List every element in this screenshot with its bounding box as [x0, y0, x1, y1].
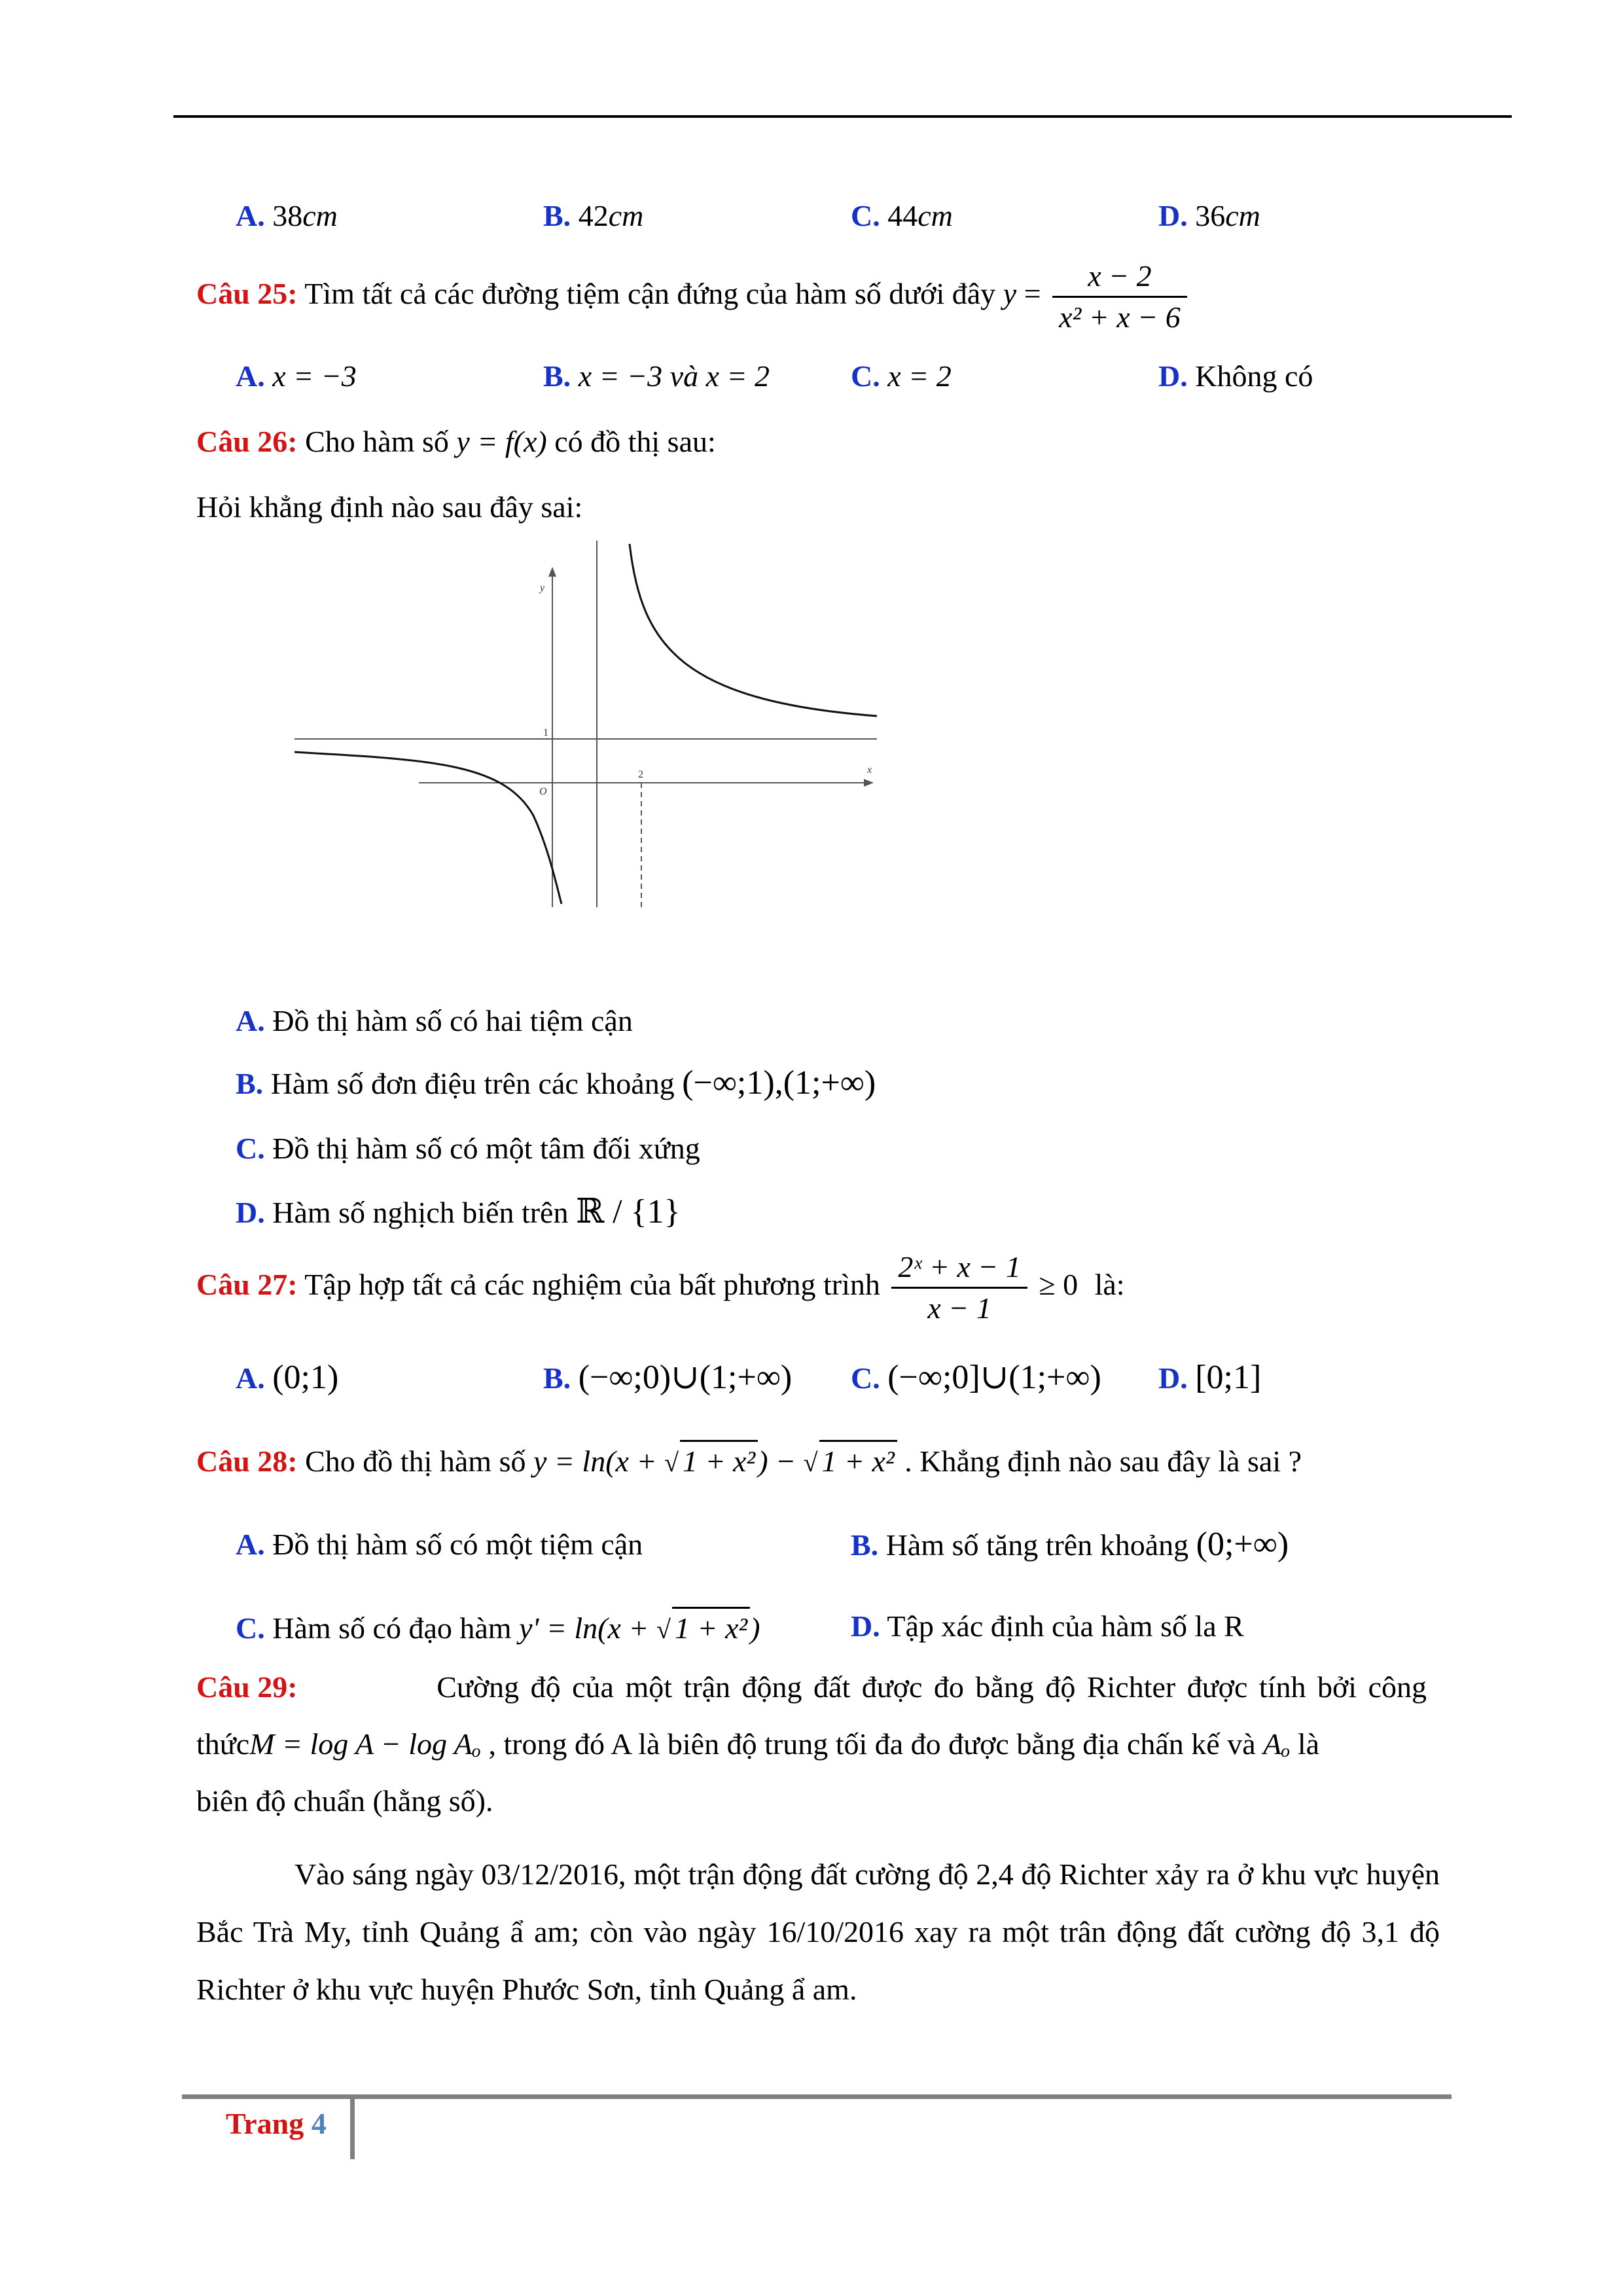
option-text: (0;1): [272, 1359, 339, 1396]
option-label: A.: [236, 1361, 265, 1395]
q25-option-c: [851, 357, 952, 396]
footer-rule: [182, 2094, 1452, 2099]
formula-part: ) −: [758, 1444, 804, 1478]
formula-fraction: [891, 1247, 1027, 1328]
option-text: (−∞;0)∪(1;+∞): [578, 1359, 793, 1396]
sqrt-symbol: √: [803, 1448, 818, 1477]
question-text: , trong đó A là biên độ trung tối đa đo được bằng địa chấn kế và: [488, 1727, 1256, 1761]
q24-option-d: [1158, 196, 1260, 236]
formula: y = f(x): [456, 425, 547, 458]
function-graph: [288, 541, 890, 914]
q28-option-d: [851, 1607, 1244, 1646]
option-value: 36: [1195, 199, 1226, 232]
option-label: D.: [1158, 1361, 1188, 1395]
formula-relation: ≥ 0: [1039, 1268, 1079, 1302]
curve-right-branch: [630, 544, 877, 716]
q28-option-a: [236, 1525, 643, 1564]
tick-one-label: 1: [543, 727, 548, 738]
q24-option-b: [543, 196, 643, 236]
option-text: Hàm số tăng trên khoảng: [885, 1528, 1189, 1562]
option-text: x = −3: [272, 359, 357, 393]
x-axis-arrow: [864, 779, 874, 787]
option-text: Hàm số đơn điệu trên các khoảng: [270, 1067, 675, 1100]
option-text: (−∞;0]∪(1;+∞): [887, 1359, 1101, 1396]
option-value: 44: [887, 199, 918, 232]
question-text: Tập hợp tất cả các nghiệm của bất phương trình: [304, 1268, 880, 1302]
option-text: Đồ thị hàm số có một tiệm cận: [272, 1528, 643, 1561]
option-text: Đồ thị hàm số có một tâm đối xứng: [272, 1132, 700, 1165]
option-label: C.: [851, 359, 880, 393]
origin-label: O: [539, 786, 547, 797]
formula-var: Aₒ: [1263, 1727, 1291, 1761]
sqrt-radicand: 1 + x²: [819, 1440, 897, 1481]
page-footer: [226, 2104, 327, 2144]
option-text: Hàm số nghịch biến trên: [272, 1196, 569, 1229]
option-label: B.: [851, 1528, 879, 1562]
formula-eq: =: [1024, 277, 1041, 311]
option-label: D.: [236, 1196, 265, 1229]
question-text: biên độ chuẩn (hằng số).: [196, 1784, 493, 1818]
q26-option-a: [236, 1001, 633, 1041]
question-text: có đồ thị sau:: [554, 425, 716, 458]
formula-part: ): [750, 1611, 760, 1645]
q27-stem: [196, 1247, 1125, 1328]
y-axis-label: y: [540, 583, 545, 594]
option-text: x = 2: [887, 359, 952, 393]
option-label: A.: [236, 199, 265, 232]
q27-option-a: [236, 1358, 338, 1398]
q27-option-d: [1158, 1358, 1261, 1398]
option-label: C.: [851, 199, 880, 232]
q26-option-b: [236, 1064, 876, 1103]
question-text: thức: [196, 1727, 250, 1761]
option-label: B.: [236, 1067, 264, 1100]
q26-stem: [196, 422, 716, 461]
option-unit: cm: [608, 199, 644, 232]
question-text: là: [1297, 1727, 1320, 1761]
q28-stem: [196, 1440, 1302, 1482]
q25-stem: [196, 257, 1191, 337]
option-text: Không có: [1195, 359, 1313, 393]
option-label: C.: [236, 1132, 265, 1165]
option-label: A.: [236, 1004, 265, 1037]
question-text: Cường độ của một trận động đất được đo bằng độ Richter được tính bởi công: [437, 1670, 1427, 1704]
question-label: Câu 25:: [196, 277, 298, 311]
question-text: . Khẳng định nào sau đây là sai ?: [904, 1444, 1302, 1478]
q29-line1: [196, 1668, 1427, 1707]
option-text: [0;1]: [1195, 1359, 1262, 1396]
option-label: D.: [1158, 359, 1188, 393]
q26-question: [196, 488, 582, 527]
fraction-denominator: x² + x − 6: [1052, 296, 1187, 337]
option-label: B.: [543, 1361, 571, 1395]
q25-option-d: [1158, 357, 1313, 396]
q24-option-c: [851, 196, 953, 236]
question-text: Cho hàm số: [305, 425, 449, 458]
y-axis-arrow: [548, 567, 556, 577]
option-value: 38: [272, 199, 303, 232]
option-label: B.: [543, 359, 571, 393]
option-label: C.: [851, 1361, 880, 1395]
option-unit: cm: [1225, 199, 1260, 232]
option-math: ℝ / {1}: [575, 1193, 681, 1230]
option-value: 42: [578, 199, 609, 232]
option-text: Hàm số có đạo hàm: [272, 1611, 512, 1645]
q25-option-b: [543, 357, 770, 396]
question-text: Hỏi khẳng định nào sau đây sai:: [196, 490, 583, 524]
question-label: Câu 26:: [196, 425, 298, 458]
formula-fraction: [1052, 257, 1187, 337]
option-math: (−∞;1),(1;+∞): [682, 1064, 876, 1102]
q28-option-c: [236, 1607, 760, 1649]
q28-option-b: [851, 1525, 1289, 1565]
option-label: A.: [236, 1528, 265, 1561]
option-label: B.: [543, 199, 571, 232]
sqrt-symbol: √: [664, 1448, 679, 1477]
option-label: D.: [1158, 199, 1188, 232]
question-text: Tìm tất cả các đường tiệm cận đứng của hàm số dưới đây: [304, 277, 996, 311]
q27-option-c: [851, 1358, 1101, 1398]
q24-option-a: [236, 196, 338, 236]
sqrt-radicand: 1 + x²: [680, 1440, 758, 1481]
question-label: Câu 28:: [196, 1444, 298, 1478]
footer-label: Trang: [226, 2107, 304, 2140]
q26-option-c: [236, 1129, 700, 1168]
header-rule: [173, 115, 1512, 118]
formula-part: y = ln(x +: [533, 1444, 664, 1478]
option-unit: cm: [302, 199, 338, 232]
option-text: Tập xác định của hàm số la R: [887, 1609, 1244, 1643]
option-label: D.: [851, 1609, 880, 1643]
option-label: A.: [236, 359, 265, 393]
tick-two-label: 2: [638, 769, 643, 780]
question-label: Câu 27:: [196, 1268, 298, 1302]
footer-separator: [350, 2099, 355, 2159]
option-text: Đồ thị hàm số có hai tiệm cận: [272, 1004, 633, 1037]
question-text: là:: [1094, 1268, 1125, 1302]
option-text: x = −3 và x = 2: [578, 359, 770, 393]
formula: M = log A − log Aₒ: [249, 1727, 481, 1761]
formula-part: y' = ln(x +: [519, 1611, 656, 1645]
option-math: (0;+∞): [1196, 1526, 1289, 1563]
q25-option-a: [236, 357, 357, 396]
formula-var: y: [1003, 277, 1017, 311]
question-text: Cho đồ thị hàm số: [305, 1444, 526, 1478]
q26-option-d: [236, 1193, 681, 1232]
sqrt-radicand: 1 + x²: [672, 1607, 750, 1648]
fraction-numerator: x − 2: [1088, 259, 1152, 293]
page-number: 4: [311, 2107, 327, 2140]
question-label: Câu 29:: [196, 1670, 298, 1704]
q29-line2: [196, 1725, 1319, 1764]
q29-paragraph: Vào sáng ngày 03/12/2016, một trận động đất cường độ 2,4 độ Richter xảy ra ở khu vực huyện Bắc Trà My, tỉnh Quảng ẩ am; còn vào ngày 16/10/2016 xay ra một trân động đất cường độ 3,1 độ Richter ở khu vực huyện Phước Sơn, tỉnh Quảng ẩ am.: [196, 1857, 1440, 2006]
fraction-denominator: x − 1: [891, 1287, 1027, 1328]
q27-option-b: [543, 1358, 792, 1398]
x-axis-label: x: [867, 764, 872, 776]
sqrt-symbol: √: [656, 1615, 671, 1644]
option-label: C.: [236, 1611, 265, 1645]
fraction-numerator: 2ˣ + x − 1: [898, 1250, 1021, 1283]
option-unit: cm: [918, 199, 953, 232]
curve-left-branch: [294, 752, 562, 904]
q29-line3: [196, 1782, 493, 1821]
